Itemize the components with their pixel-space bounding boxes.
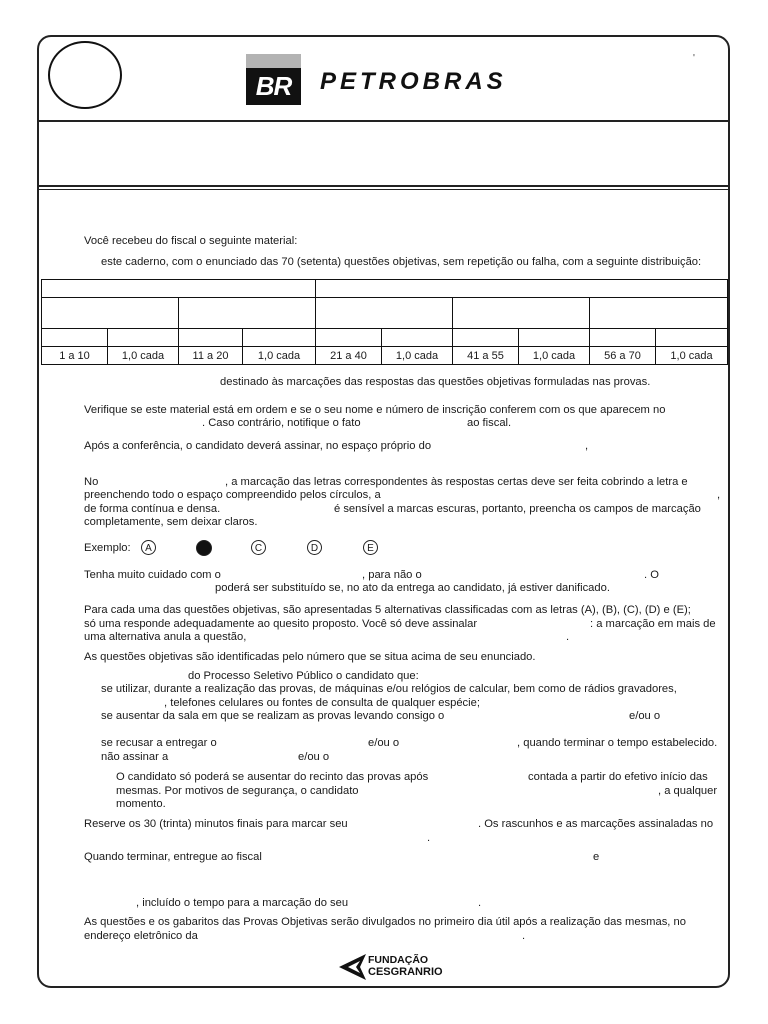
marking-line3a: de forma contínua e densa. bbox=[84, 503, 221, 515]
reserve-line2: . bbox=[427, 832, 431, 844]
table-cell: 1,0 cada bbox=[519, 347, 590, 365]
header-cell-right bbox=[316, 280, 728, 298]
label-cell bbox=[382, 329, 453, 347]
finish-a: Quando terminar, entregue ao fiscal bbox=[84, 851, 262, 863]
reserve-line1b: . Os rascunhos e as marcações assinaladas no bbox=[478, 818, 714, 830]
marking-line2b: , bbox=[717, 489, 721, 501]
finish-b: e bbox=[593, 851, 600, 863]
care-line1a: Tenha muito cuidado com o bbox=[84, 569, 221, 581]
footer-line2: CESGRANRIO bbox=[368, 965, 443, 978]
elimination-c-a: se recusar a entregar o bbox=[101, 737, 217, 749]
sign-text: Após a conferência, o candidato deverá assinar, no espaço próprio do bbox=[84, 440, 432, 452]
circle-mark bbox=[48, 41, 122, 109]
label-cell bbox=[453, 329, 519, 347]
bubble-d: D bbox=[307, 540, 322, 555]
bubble-b-filled bbox=[196, 540, 212, 556]
table-subject-row bbox=[42, 298, 728, 329]
table-cell: 21 a 40 bbox=[316, 347, 382, 365]
leave-line2b: , a qualquer bbox=[658, 785, 718, 797]
intro-text: Você recebeu do fiscal o seguinte material: bbox=[84, 235, 298, 247]
label-cell bbox=[179, 329, 243, 347]
table-cell: 1,0 cada bbox=[382, 347, 453, 365]
table-cell: 11 a 20 bbox=[179, 347, 243, 365]
label-cell bbox=[590, 329, 656, 347]
header-divider bbox=[38, 120, 729, 122]
subject-cell bbox=[453, 298, 590, 329]
example-label: Exemplo: bbox=[84, 542, 131, 554]
time-b: . bbox=[478, 897, 482, 909]
elimination-a-line2: , telefones celulares ou fontes de consulta de qualquer espécie; bbox=[164, 697, 480, 709]
label-cell bbox=[316, 329, 382, 347]
subject-cell bbox=[316, 298, 453, 329]
cesgranrio-logo-icon bbox=[338, 953, 368, 981]
care-line2: poderá ser substituído se, no ato da entrega ao candidato, já estiver danificado. bbox=[215, 582, 610, 594]
label-cell bbox=[243, 329, 316, 347]
subject-cell bbox=[42, 298, 179, 329]
elimination-d-a: não assinar a bbox=[101, 751, 169, 763]
bubble-a: A bbox=[141, 540, 156, 555]
alternatives-line3a: uma alternativa anula a questão, bbox=[84, 631, 247, 643]
marking-line4: completamente, sem deixar claros. bbox=[84, 516, 258, 528]
publish-line1: As questões e os gabaritos das Provas Objetivas serão divulgados no primeiro dia útil após a realização das mesmas, no bbox=[84, 916, 686, 928]
brand-name: PETROBRAS bbox=[320, 68, 507, 95]
table-cell: 1,0 cada bbox=[656, 347, 728, 365]
label-cell bbox=[42, 329, 108, 347]
table-label-row bbox=[42, 329, 728, 347]
table-cell: 41 a 55 bbox=[453, 347, 519, 365]
publish-line2b: . bbox=[522, 930, 526, 942]
title-divider-bottom bbox=[38, 189, 729, 190]
logo-gray-bar bbox=[246, 54, 301, 68]
elimination-c-b: e/ou o bbox=[368, 737, 400, 749]
alternatives-line2a: só uma responde adequadamente ao quesito proposto. Você só deve assinalar bbox=[84, 618, 478, 630]
leave-line1a: O candidato só poderá se ausentar do recinto das provas após bbox=[116, 771, 429, 783]
corner-mark: ' bbox=[693, 53, 695, 64]
item-a-text: este caderno, com o enunciado das 70 (setenta) questões objetivas, sem repetição ou falha, com a seguinte distribuição: bbox=[101, 256, 702, 268]
elimination-head: do Processo Seletivo Público o candidato que: bbox=[188, 670, 419, 682]
marking-line1a: No bbox=[84, 476, 99, 488]
title-divider-top bbox=[38, 185, 729, 187]
elimination-b-a: se ausentar da sala em que se realizam as provas levando consigo o bbox=[101, 710, 445, 722]
bubble-e: E bbox=[363, 540, 378, 555]
time-a: , incluído o tempo para a marcação do seu bbox=[136, 897, 349, 909]
subject-cell bbox=[179, 298, 316, 329]
marking-line3b: é sensível a marcas escuras, portanto, preencha os campos de marcação bbox=[334, 503, 701, 515]
table-cell: 1,0 cada bbox=[243, 347, 316, 365]
footer-brand bbox=[368, 955, 443, 978]
reserve-line1a: Reserve os 30 (trinta) minutos finais para marcar seu bbox=[84, 818, 348, 830]
leave-line1b: contada a partir do efetivo início das bbox=[528, 771, 708, 783]
elimination-d-b: e/ou o bbox=[298, 751, 330, 763]
alternatives-line3b: . bbox=[566, 631, 570, 643]
publish-line2a: endereço eletrônico da bbox=[84, 930, 198, 942]
table-row bbox=[42, 347, 728, 365]
logo-badge-text: BR bbox=[246, 68, 301, 105]
label-cell bbox=[108, 329, 179, 347]
label-cell bbox=[656, 329, 728, 347]
label-cell bbox=[519, 329, 590, 347]
table-cell: 56 a 70 bbox=[590, 347, 656, 365]
table-cell: 1 a 10 bbox=[42, 347, 108, 365]
table-header-row bbox=[42, 280, 728, 298]
table-cell: 1,0 cada bbox=[108, 347, 179, 365]
identification-text: As questões objetivas são identificadas pelo número que se situa acima de seu enunciado. bbox=[84, 651, 536, 663]
verify-line2b: ao fiscal. bbox=[467, 417, 512, 429]
care-line1c: . O bbox=[644, 569, 659, 581]
leave-line2a: mesmas. Por motivos de segurança, o candidato bbox=[116, 785, 359, 797]
header-cell-left bbox=[42, 280, 316, 298]
verify-line1: Verifique se este material está em ordem e se o seu nome e número de inscrição conferem com os que aparecem no bbox=[84, 404, 666, 416]
sign-text-end: , bbox=[585, 440, 589, 452]
alternatives-line2b: : a marcação em mais de bbox=[590, 618, 716, 630]
subject-cell bbox=[590, 298, 728, 329]
footer-line1: FUNDAÇÃO bbox=[368, 954, 429, 966]
care-line1b: , para não o bbox=[362, 569, 422, 581]
leave-line3: momento. bbox=[116, 798, 166, 810]
elimination-c-c: , quando terminar o tempo estabelecido. bbox=[517, 737, 718, 749]
elimination-b-b: e/ou o bbox=[629, 710, 661, 722]
alternatives-line1: Para cada uma das questões objetivas, são apresentadas 5 alternativas classificadas com as letras (A), (B), (C), (D) e (E); bbox=[84, 604, 691, 616]
marking-line2a: preenchendo todo o espaço compreendido pelos círculos, a bbox=[84, 489, 381, 501]
item-b-text: destinado às marcações das respostas das questões objetivas formuladas nas provas. bbox=[220, 376, 651, 388]
marking-line1b: , a marcação das letras correspondentes às respostas certas deve ser feita cobrindo a letra e bbox=[225, 476, 688, 488]
elimination-a-line1: se utilizar, durante a realização das provas, de máquinas e/ou relógios de calcular, bem como de rádios gravadores, bbox=[101, 683, 677, 695]
distribution-table bbox=[41, 279, 728, 365]
verify-line2a: . Caso contrário, notifique o fato bbox=[202, 417, 361, 429]
bubble-c: C bbox=[251, 540, 266, 555]
